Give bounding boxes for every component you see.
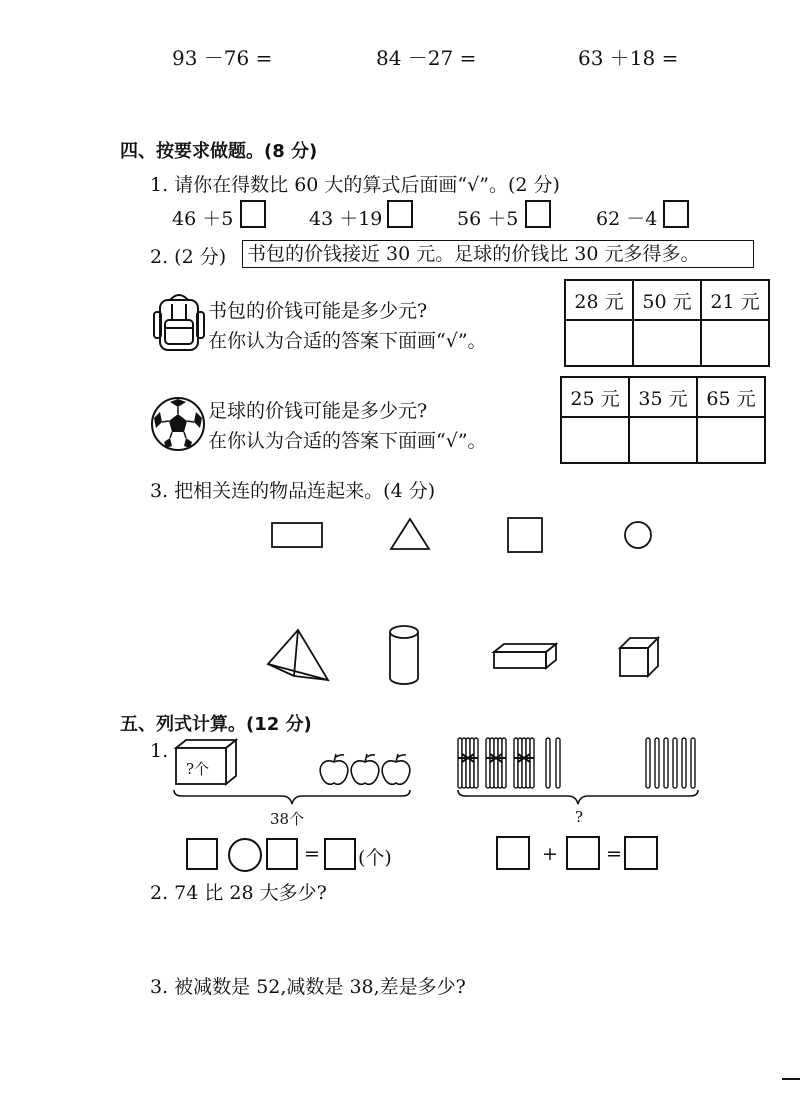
section5-title: 五、列式计算。(12 分) bbox=[120, 714, 312, 735]
stick-bundle-icon bbox=[458, 738, 478, 788]
circle-shape bbox=[625, 522, 651, 548]
q1-expr-4: 62 －4 bbox=[596, 208, 658, 230]
eq1-box-1[interactable] bbox=[186, 838, 218, 870]
s5-q3: 3. 被减数是 52,减数是 38,差是多少? bbox=[150, 976, 466, 998]
q1-answer-box-2[interactable] bbox=[387, 200, 413, 228]
bag-question: 书包的价钱可能是多少元? bbox=[208, 300, 428, 322]
single-sticks-6 bbox=[646, 738, 695, 788]
triangular-prism-solid bbox=[268, 630, 328, 680]
brace-1 bbox=[172, 788, 412, 806]
square-shape bbox=[508, 518, 542, 552]
backpack-icon bbox=[152, 290, 206, 356]
eq2-plus: + bbox=[542, 843, 558, 865]
eq1-box-2[interactable] bbox=[266, 838, 298, 870]
top-expr-3: 63 ＋18 = bbox=[578, 46, 679, 70]
eq1-operator-circle[interactable] bbox=[228, 838, 262, 872]
ball-price-table bbox=[560, 376, 766, 464]
q3-prompt: 3. 把相关连的物品连起来。(4 分) bbox=[150, 480, 436, 502]
eq2-box-1[interactable] bbox=[496, 836, 530, 870]
three-apples-icon bbox=[318, 752, 414, 788]
solid-shapes-row bbox=[260, 620, 670, 690]
bag-price-table bbox=[564, 279, 770, 367]
ball-price-1: 25 元 bbox=[561, 377, 629, 417]
q2-prefix: 2. (2 分) bbox=[150, 246, 227, 268]
rectangle-shape bbox=[272, 523, 322, 547]
eq2-box-2[interactable] bbox=[566, 836, 600, 870]
ball-question: 足球的价钱可能是多少元? bbox=[208, 400, 428, 422]
eq1-unit: (个) bbox=[358, 847, 392, 869]
q1-prompt: 1. 请你在得数比 60 大的算式后面画“√”。(2 分) bbox=[150, 174, 560, 196]
q1-expr-1: 46 ＋5 bbox=[172, 208, 234, 230]
single-sticks-2 bbox=[546, 738, 560, 788]
box-label: ?个 bbox=[186, 760, 210, 778]
q1-expr-3: 56 ＋5 bbox=[457, 208, 519, 230]
q1-expr-2: 43 ＋19 bbox=[309, 208, 383, 230]
triangle-shape bbox=[391, 519, 429, 549]
cuboid-solid bbox=[494, 644, 556, 668]
bag-price-3: 21 元 bbox=[701, 280, 769, 320]
eq1-result-box[interactable] bbox=[324, 838, 356, 870]
stick-bundle-icon bbox=[514, 738, 534, 788]
brace-2 bbox=[456, 788, 700, 806]
q1-answer-box-4[interactable] bbox=[663, 200, 689, 228]
stick-bundles-icon bbox=[456, 736, 706, 792]
bag-answer-cell-1[interactable] bbox=[565, 320, 633, 366]
ball-instruction: 在你认为合适的答案下面画“√”。 bbox=[208, 430, 487, 452]
q2-hint-box: 书包的价钱接近 30 元。足球的价钱比 30 元多得多。 bbox=[242, 240, 754, 268]
ball-answer-cell-2[interactable] bbox=[629, 417, 697, 463]
cube-solid bbox=[620, 638, 658, 676]
eq2-equals: = bbox=[606, 843, 622, 865]
ball-answer-cell-3[interactable] bbox=[697, 417, 765, 463]
bag-answer-cell-3[interactable] bbox=[701, 320, 769, 366]
ball-answer-cell-1[interactable] bbox=[561, 417, 629, 463]
s5-q1-number: 1. bbox=[150, 740, 169, 762]
bag-answer-cell-2[interactable] bbox=[633, 320, 701, 366]
apple-icon bbox=[382, 754, 410, 784]
apple-icon bbox=[320, 754, 348, 784]
page-edge-mark bbox=[782, 1078, 800, 1080]
apple-icon bbox=[351, 754, 379, 784]
s5-q2: 2. 74 比 28 大多少? bbox=[150, 882, 327, 904]
q1-answer-box-3[interactable] bbox=[525, 200, 551, 228]
stick-bundle-icon bbox=[486, 738, 506, 788]
bag-instruction: 在你认为合适的答案下面画“√”。 bbox=[208, 330, 487, 352]
plane-shapes-row bbox=[265, 515, 685, 559]
brace-1-label: 38个 bbox=[270, 810, 305, 828]
bag-price-2: 50 元 bbox=[633, 280, 701, 320]
section4-title: 四、按要求做题。(8 分) bbox=[120, 141, 318, 162]
cylinder-solid bbox=[390, 626, 418, 684]
ball-price-3: 65 元 bbox=[697, 377, 765, 417]
brace-2-label: ? bbox=[575, 808, 584, 826]
soccer-ball-icon bbox=[150, 396, 206, 452]
eq2-result-box[interactable] bbox=[624, 836, 658, 870]
eq1-equals: = bbox=[304, 843, 320, 865]
ball-price-2: 35 元 bbox=[629, 377, 697, 417]
top-expr-2: 84 －27 = bbox=[376, 46, 477, 70]
q1-answer-box-1[interactable] bbox=[240, 200, 266, 228]
top-expr-1: 93 －76 = bbox=[172, 46, 273, 70]
bag-price-1: 28 元 bbox=[565, 280, 633, 320]
